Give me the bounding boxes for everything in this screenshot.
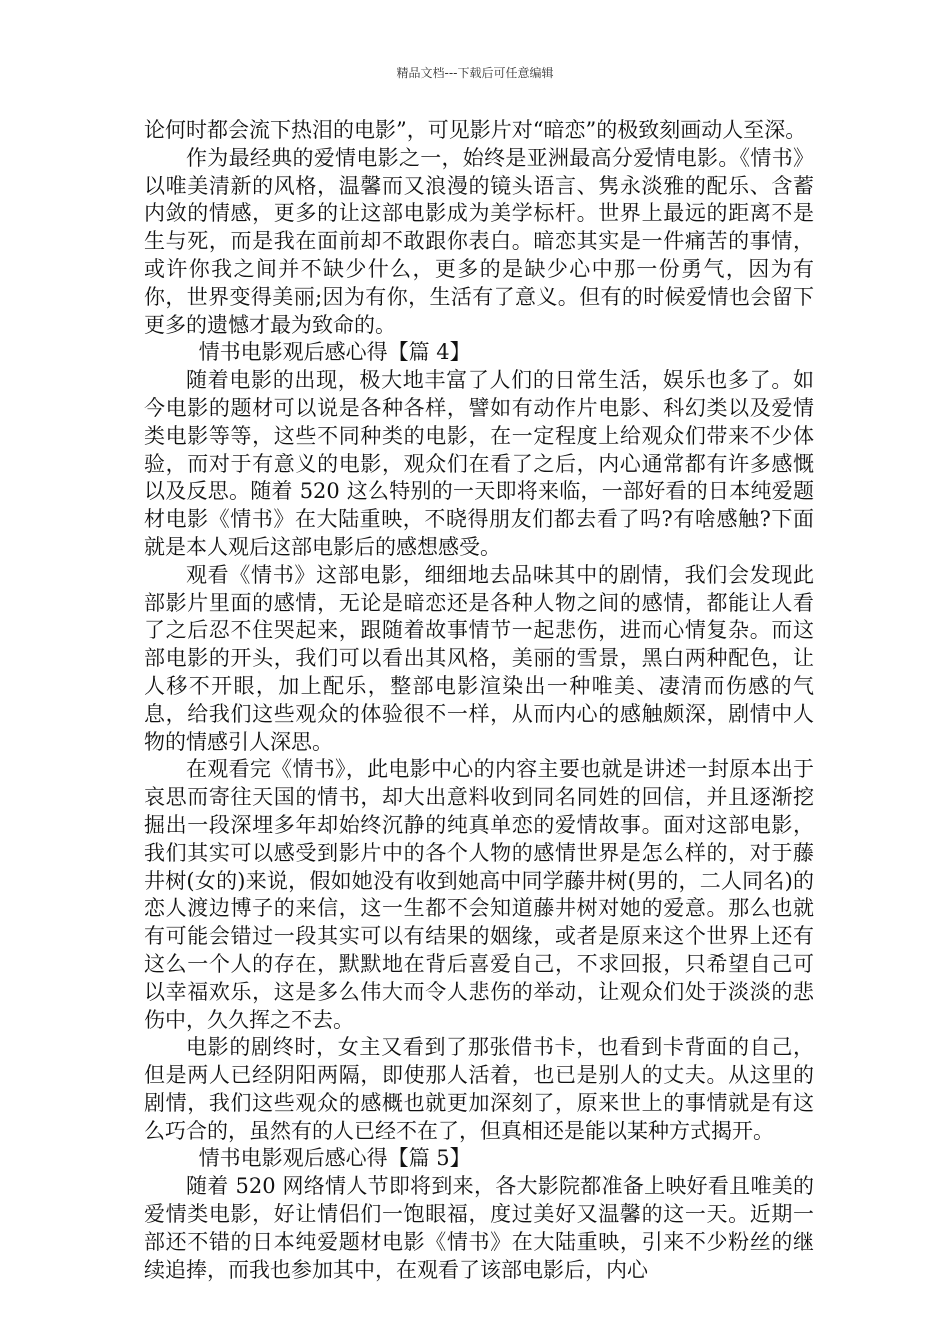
paragraph: 在观看完《情书》，此电影中心的内容主要也就是讲述一封原本出于哀思而寄往天国的情书，却大出意料收到同名同姓的回信，并且逐渐挖掘出一段深埋多年却始终沉静的纯真单恋的爱情故事。面对这部电影，我们其实可以感受到影片中的各个人物的感情世界是怎么样的，对于藤井树(女的)来说，假如她没有收到她高中同学藤井树(男的，二人同名)的恋人渡边博子的来信，这一生都不会知道藤井树对她的爱意。那么也就有可能会错过一段其实可以有结果的姻缘，或者是原来这个世界上还有这么一个人的存在，默默地在背后喜爱自己，不求回报，只希望自己可以幸福欢乐，这是多么伟大而令人悲伤的举动，让观众们处于淡淡的悲伤中，久久挥之不去。	[144, 757, 814, 1032]
page-header: 精品文档---下载后可任意编辑	[396, 66, 554, 80]
paragraph: 随着电影的出现，极大地丰富了人们的日常生活，娱乐也多了。如今电影的题材可以说是各种各样，譬如有动作片电影、科幻类以及爱情类电影等等，这些不同种类的电影，在一定程度上给观众们带来不少体验，而对于有意义的电影，观众们在看了之后，内心通常都有许多感慨以及反思。随着 520 这么特别的一天即将来临，一部好看的日本纯爱题材电影《情书》在大陆重映，不晓得朋友们都去看了吗?有啥感触?下面就是本人观后这部电影后的感想感受。	[144, 368, 814, 559]
paragraph: 电影的剧终时，女主又看到了那张借书卡，也看到卡背面的自己，但是两人已经阴阳两隔，即使那人活着，也已是别人的丈夫。从这里的剧情，我们这些观众的感概也就更加深刻了，原来世上的事情就是有这么巧合的，虽然有的人已经不在了，但真相还是能以某种方式揭开。	[144, 1035, 814, 1143]
document-body	[144, 117, 814, 1284]
paragraph: 作为最经典的爱情电影之一，始终是亚洲最高分爱情电影。《情书》以唯美清新的风格，温馨而又浪漫的镜头语言、隽永淡雅的配乐、含蓄内敛的情感，更多的让这部电影成为美学标杆。世界上最远的距离不是生与死，而是我在面前却不敢跟你表白。暗恋其实是一件痛苦的事情，或许你我之间并不缺少什么，更多的是缺少心中那一份勇气，因为有你，世界变得美丽;因为有你，生活有了意义。但有的时候爱情也会留下更多的遗憾才最为致命的。	[144, 145, 814, 337]
section-heading-5: 情书电影观后感心得【篇 5】	[198, 1146, 471, 1171]
section-heading-4: 情书电影观后感心得【篇 4】	[198, 340, 471, 365]
paragraph: 随着 520 网络情人节即将到来，各大影院都准备上映好看且唯美的爱情类电影，好让情侣们一饱眼福，度过美好又温馨的这一天。近期一部还不错的日本纯爱题材电影《情书》在大陆重映，引来不少粉丝的继续追捧，而我也参加其中，在观看了该部电影后，内心	[144, 1174, 814, 1282]
paragraph: 观看《情书》这部电影，细细地去品味其中的剧情，我们会发现此部影片里面的感情，无论是暗恋还是各种人物之间的感情，都能让人看了之后忍不住哭起来，跟随着故事情节一起悲伤，进而心情复杂。而这部电影的开头，我们可以看出其风格，美丽的雪景，黑白两种配色，让人移不开眼，加上配乐，整部电影渲染出一种唯美、凄清而伤感的气息，给我们这些观众的体验很不一样，从而内心的感触颇深，剧情中人物的情感引人深思。	[144, 562, 814, 754]
paragraph-continuation: 论何时都会流下热泪的电影”，可见影片对“暗恋”的极致刻画动人至深。	[144, 118, 807, 142]
